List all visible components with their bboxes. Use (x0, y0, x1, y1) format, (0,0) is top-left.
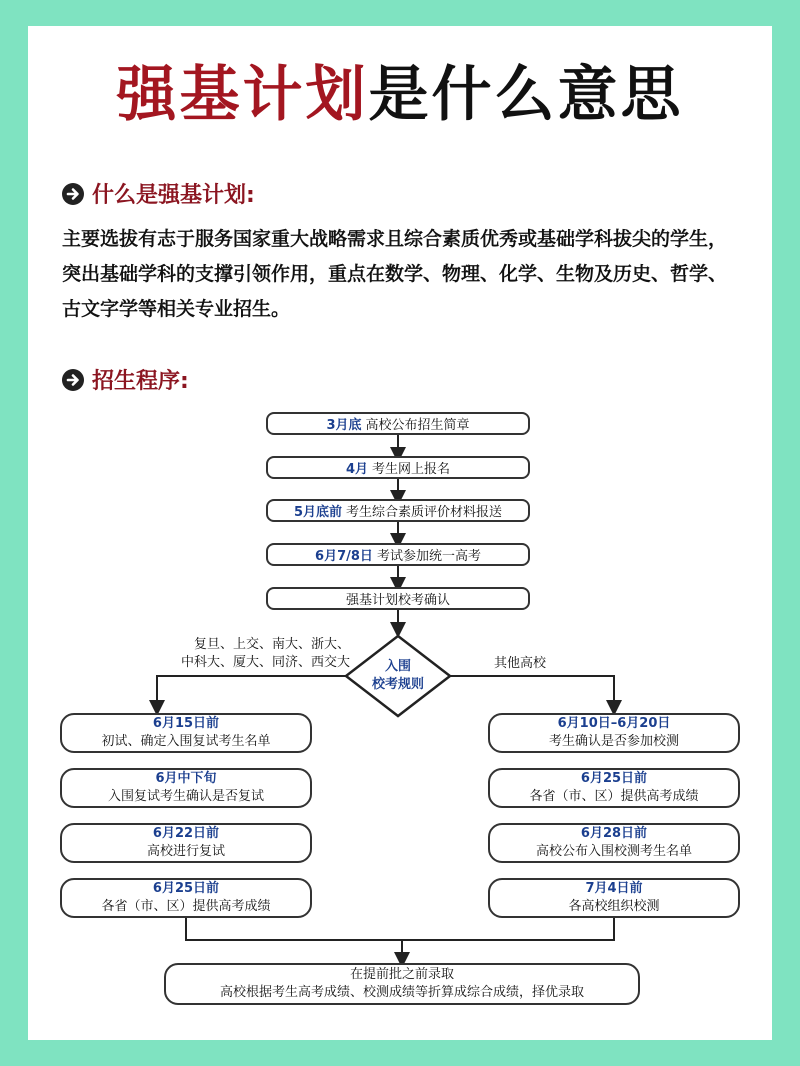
step-date: 6月22日前 (152, 826, 220, 841)
right-branch-step (488, 713, 740, 753)
step-text: 各省（市、区）提供高考成绩 (101, 899, 271, 914)
step-text: 高校公布招生简章 (365, 418, 470, 433)
step-text: 考生确认是否参加校测 (548, 734, 679, 749)
definition-paragraph: 主要选拔有志于服务国家重大战略需求且综合素质优秀或基础学科拔尖的学生，突出基础学科的支撑引领作用，重点在数学、物理、化学、生物及历史、哲学、古文字学等相关专业招生。 (62, 228, 728, 320)
left-branch-step (60, 823, 312, 863)
step-text: 考试参加统一高考 (376, 549, 481, 564)
right-branch-step (488, 878, 740, 918)
final-line1: 在提前批之前录取 (349, 967, 454, 982)
left-branch-label-line2: 中科大、厦大、同济、西交大 (180, 655, 350, 670)
flow-step (266, 412, 530, 435)
title-rest: 是什么意思 (368, 60, 684, 130)
step-date: 6月15日前 (152, 716, 220, 731)
left-branch-label-line1: 复旦、上交、南大、浙大、 (193, 637, 350, 652)
flow-step (266, 456, 530, 479)
left-branch-step (60, 878, 312, 918)
step-text: 强基计划校考确认 (345, 593, 450, 608)
flow-step (266, 587, 530, 610)
step-date: 6月28日前 (580, 826, 648, 841)
step-text: 高校进行复试 (146, 844, 225, 859)
step-text: 考生综合素质评价材料报送 (346, 505, 503, 520)
step-text: 各省（市、区）提供高考成绩 (529, 789, 699, 804)
step-date: 6月25日前 (580, 771, 648, 786)
decision-line2: 校考规则 (371, 677, 424, 692)
title-highlight: 强基计划 (116, 60, 369, 130)
step-date: 6月7/8日 (315, 549, 373, 564)
step-date: 6月中下旬 (155, 771, 217, 786)
final-line2: 高校根据考生高考成绩、校测成绩等折算成综合成绩，择优录取 (219, 985, 584, 1000)
left-branch-step (60, 768, 312, 808)
decision-line1: 入围 (384, 659, 411, 674)
decision-label (360, 658, 436, 694)
step-text: 考生网上报名 (372, 462, 451, 477)
step-text: 初试、确定入围复试考生名单 (101, 734, 271, 749)
section-heading-text: 招生程序: (92, 369, 189, 394)
step-text: 各高校组织校测 (568, 899, 660, 914)
left-branch-step (60, 713, 312, 753)
right-branch-step (488, 768, 740, 808)
step-date: 7月4日前 (585, 881, 643, 896)
step-text: 高校公布入围校测考生名单 (535, 844, 692, 859)
flow-step (266, 543, 530, 566)
step-date: 3月底 (326, 418, 362, 433)
right-branch-step (488, 823, 740, 863)
step-date: 4月 (345, 462, 369, 477)
section-heading-text: 什么是强基计划: (92, 183, 255, 208)
step-date: 6月25日前 (152, 881, 220, 896)
flow-step (266, 499, 530, 522)
left-branch-label (150, 636, 350, 672)
step-date: 6月10日–6月20日 (557, 716, 671, 731)
step-date: 5月底前 (293, 505, 343, 520)
step-text: 入围复试考生确认是否复试 (107, 789, 264, 804)
final-admission-step (164, 963, 640, 1005)
right-branch-label: 其他高校 (494, 656, 547, 671)
